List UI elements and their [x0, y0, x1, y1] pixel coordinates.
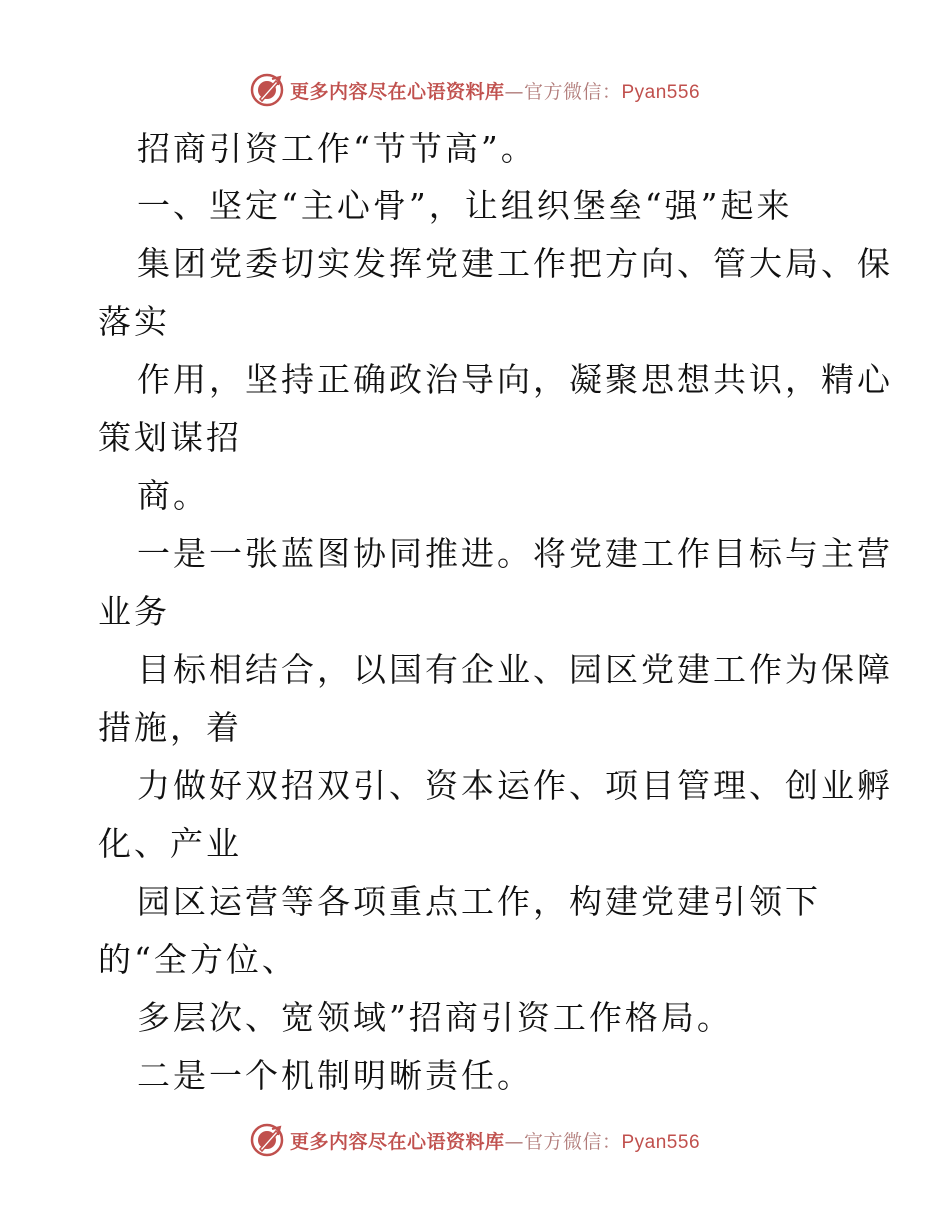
watermark-dash: —	[504, 1130, 524, 1153]
paragraph-line: 商。	[137, 476, 209, 515]
paragraph-line: 一是一张蓝图协同推进。将党建工作目标与主营	[137, 534, 893, 573]
paragraph-line: 力做好双招双引、资本运作、项目管理、创业孵	[137, 766, 893, 805]
paragraph-line: 业务	[98, 592, 170, 631]
watermark-wechat-id: Pyan556	[621, 81, 701, 103]
paragraph-line: 作用，坚持正确政治导向，凝聚思想共识，精心	[137, 360, 893, 399]
section-heading: 一、坚定“主心骨”，让组织堡垒“强”起来	[137, 186, 793, 225]
paragraph-line: 措施，着	[98, 708, 242, 747]
paragraph-line: 化、产业	[98, 824, 242, 863]
watermark-main-text: 更多内容尽在心语资料库	[289, 80, 505, 103]
watermark-wechat-label: 官方微信：	[523, 80, 622, 103]
paragraph-line: 的“全方位、	[98, 940, 298, 979]
paragraph-line: 目标相结合，以国有企业、园区党建工作为保障	[137, 650, 893, 689]
paragraph-line: 落实	[98, 302, 170, 341]
paragraph-line: 多层次、宽领域”招商引资工作格局。	[137, 998, 733, 1037]
watermark-dash: —	[504, 80, 524, 103]
footer-watermark	[0, 1120, 950, 1160]
paragraph-line: 集团党委切实发挥党建工作把方向、管大局、保	[137, 244, 893, 283]
paragraph-line: 招商引资工作“节节高”。	[137, 129, 537, 168]
paragraph-line: 策划谋招	[98, 418, 242, 457]
watermark-wechat-id: Pyan556	[621, 1131, 701, 1153]
watermark-wechat-label: 官方微信：	[523, 1130, 622, 1153]
quill-logo-icon	[250, 1123, 284, 1157]
paragraph-line: 园区运营等各项重点工作，构建党建引领下	[137, 882, 821, 921]
watermark-main-text: 更多内容尽在心语资料库	[289, 1130, 505, 1153]
paragraph-line: 二是一个机制明晰责任。	[137, 1056, 533, 1095]
